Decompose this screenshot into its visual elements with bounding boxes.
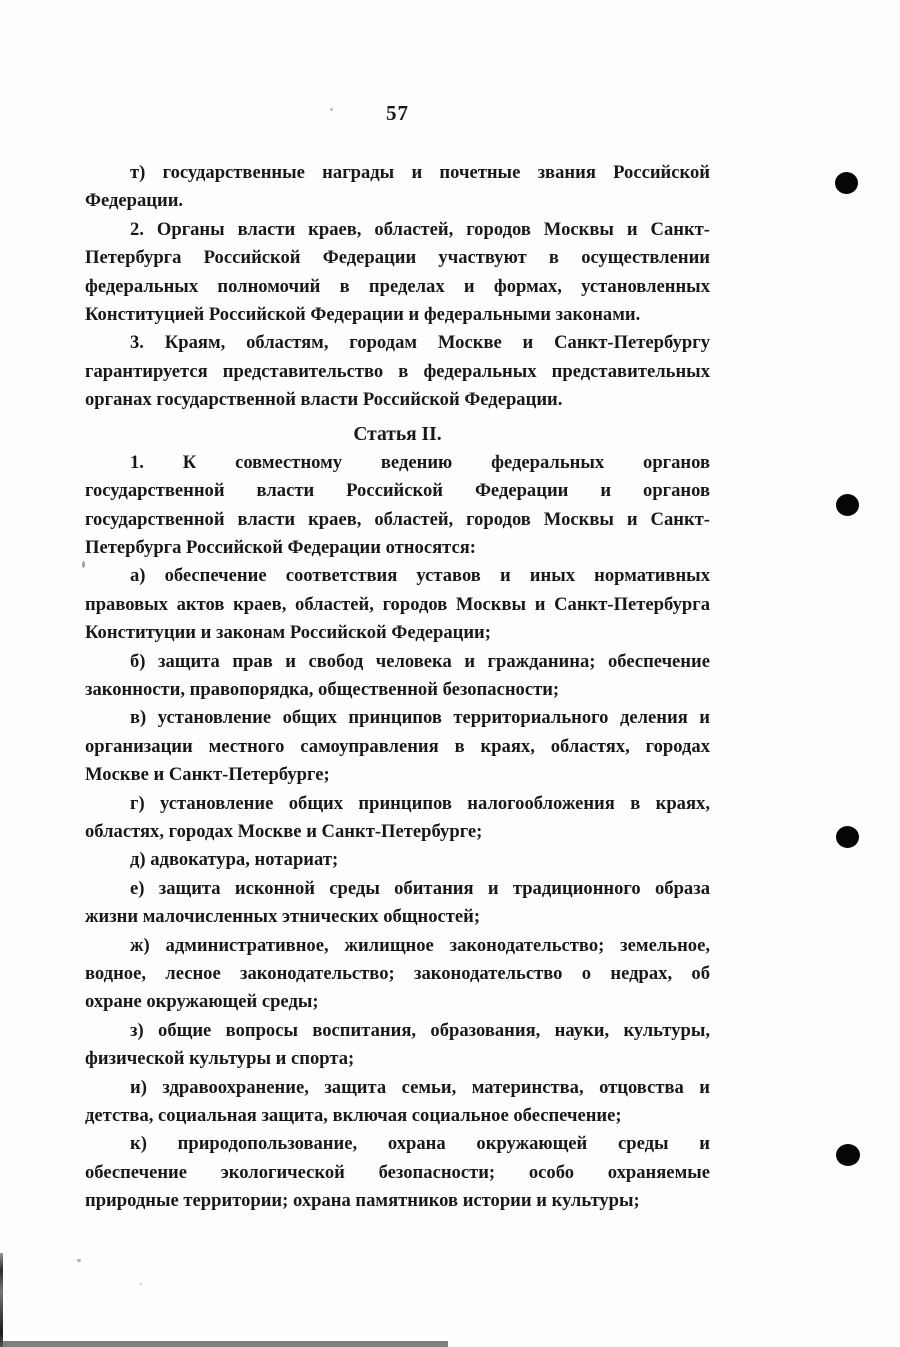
paragraph xyxy=(85,449,710,563)
text-line: ж) административное, жилищное законодательство; земельное, xyxy=(130,934,710,956)
noise-speck xyxy=(77,1259,81,1262)
scan-artifact-band xyxy=(0,1341,448,1347)
text-line: Петербурга Российской Федерации относятся: xyxy=(85,537,476,559)
paragraph xyxy=(85,1074,710,1131)
paragraph xyxy=(85,562,710,647)
text-line: жизни малочисленных этнических общностей; xyxy=(85,906,481,928)
text-line: Петербурга Российской Федерации участвуют в осуществлении xyxy=(85,247,710,269)
text-line: водное, лесное законодательство; законодательство о недрах, об xyxy=(85,962,710,984)
paragraph xyxy=(85,1017,710,1074)
paragraph xyxy=(85,648,710,705)
text-line: детства, социальная защита, включая социальное обеспечение; xyxy=(85,1104,622,1126)
text-line: 2. Органы власти краев, областей, городов Москвы и Санкт- xyxy=(130,218,710,240)
paragraph xyxy=(85,329,710,414)
noise-speck xyxy=(330,108,333,111)
registration-dot xyxy=(836,1144,860,1166)
page-number: 57 xyxy=(386,101,409,125)
text-line: охране окружающей среды; xyxy=(85,991,319,1013)
text-line: Конституцией Российской Федерации и федеральными законами. xyxy=(85,303,641,325)
text-line: 1. К совместному ведению федеральных органов xyxy=(130,451,710,473)
text-line: областях, городах Москве и Санкт-Петербурге; xyxy=(85,820,483,842)
text-line: б) защита прав и свобод человека и гражданина; обеспечение xyxy=(130,650,710,672)
text-line: природные территории; охрана памятников истории и культуры; xyxy=(85,1190,640,1212)
noise-speck xyxy=(82,561,85,568)
text-line: гарантируется представительство в федеральных представительных xyxy=(85,360,710,382)
paragraph xyxy=(85,704,710,789)
text-line: к) природопользование, охрана окружающей среды и xyxy=(130,1133,710,1155)
noise-speck xyxy=(140,1283,142,1285)
text-line: законности, правопорядка, общественной безопасности; xyxy=(85,679,560,701)
text-line: государственной власти краев, областей, городов Москвы и Санкт- xyxy=(85,508,710,530)
text-line: физической культуры и спорта; xyxy=(85,1048,355,1070)
text-line: е) защита исконной среды обитания и традиционного образа xyxy=(130,877,710,899)
text-line: организации местного самоуправления в краях, областях, городах xyxy=(85,735,710,757)
article-heading xyxy=(85,421,710,449)
paragraph xyxy=(85,159,710,216)
paragraph xyxy=(85,790,710,847)
text-line: т) государственные награды и почетные звания Российской xyxy=(130,162,710,183)
text-line: Статья II. xyxy=(353,423,442,445)
text-line: правовых актов краев, областей, городов Москвы и Санкт-Петербурга xyxy=(85,593,710,615)
paragraph xyxy=(85,846,710,874)
text-line: 3. Краям, областям, городам Москве и Санкт-Петербургу xyxy=(130,332,710,354)
registration-dot xyxy=(835,172,858,194)
text-line: государственной власти Российской Федерации и органов xyxy=(85,480,710,502)
scan-artifact-edge xyxy=(0,1253,3,1347)
paragraph xyxy=(85,216,710,330)
paragraph xyxy=(85,932,710,1017)
text-line: и) здравоохранение, защита семьи, материнства, отцовства и xyxy=(130,1076,710,1098)
text-line: Москве и Санкт-Петербурге; xyxy=(85,764,330,786)
registration-dot xyxy=(836,826,859,848)
text-line: обеспечение экологической безопасности; особо охраняемые xyxy=(85,1161,710,1183)
text-line: в) установление общих принципов территориального деления и xyxy=(130,707,710,729)
text-line: органах государственной власти Российской Федерации. xyxy=(85,389,563,411)
registration-dot xyxy=(836,494,859,516)
text-line: федеральных полномочий в пределах и формах, установленных xyxy=(85,275,710,297)
paragraph xyxy=(85,875,710,932)
text-line: Федерации. xyxy=(85,190,184,212)
paragraph xyxy=(85,1130,710,1215)
text-line: д) адвокатура, нотариат; xyxy=(130,849,339,871)
document-body xyxy=(85,159,710,1215)
text-line: з) общие вопросы воспитания, образования, науки, культуры, xyxy=(130,1019,710,1041)
text-line: Конституции и законам Российской Федерации; xyxy=(85,622,491,644)
text-line: а) обеспечение соответствия уставов и иных нормативных xyxy=(130,565,710,587)
text-line: г) установление общих принципов налогообложения в краях, xyxy=(130,792,710,814)
